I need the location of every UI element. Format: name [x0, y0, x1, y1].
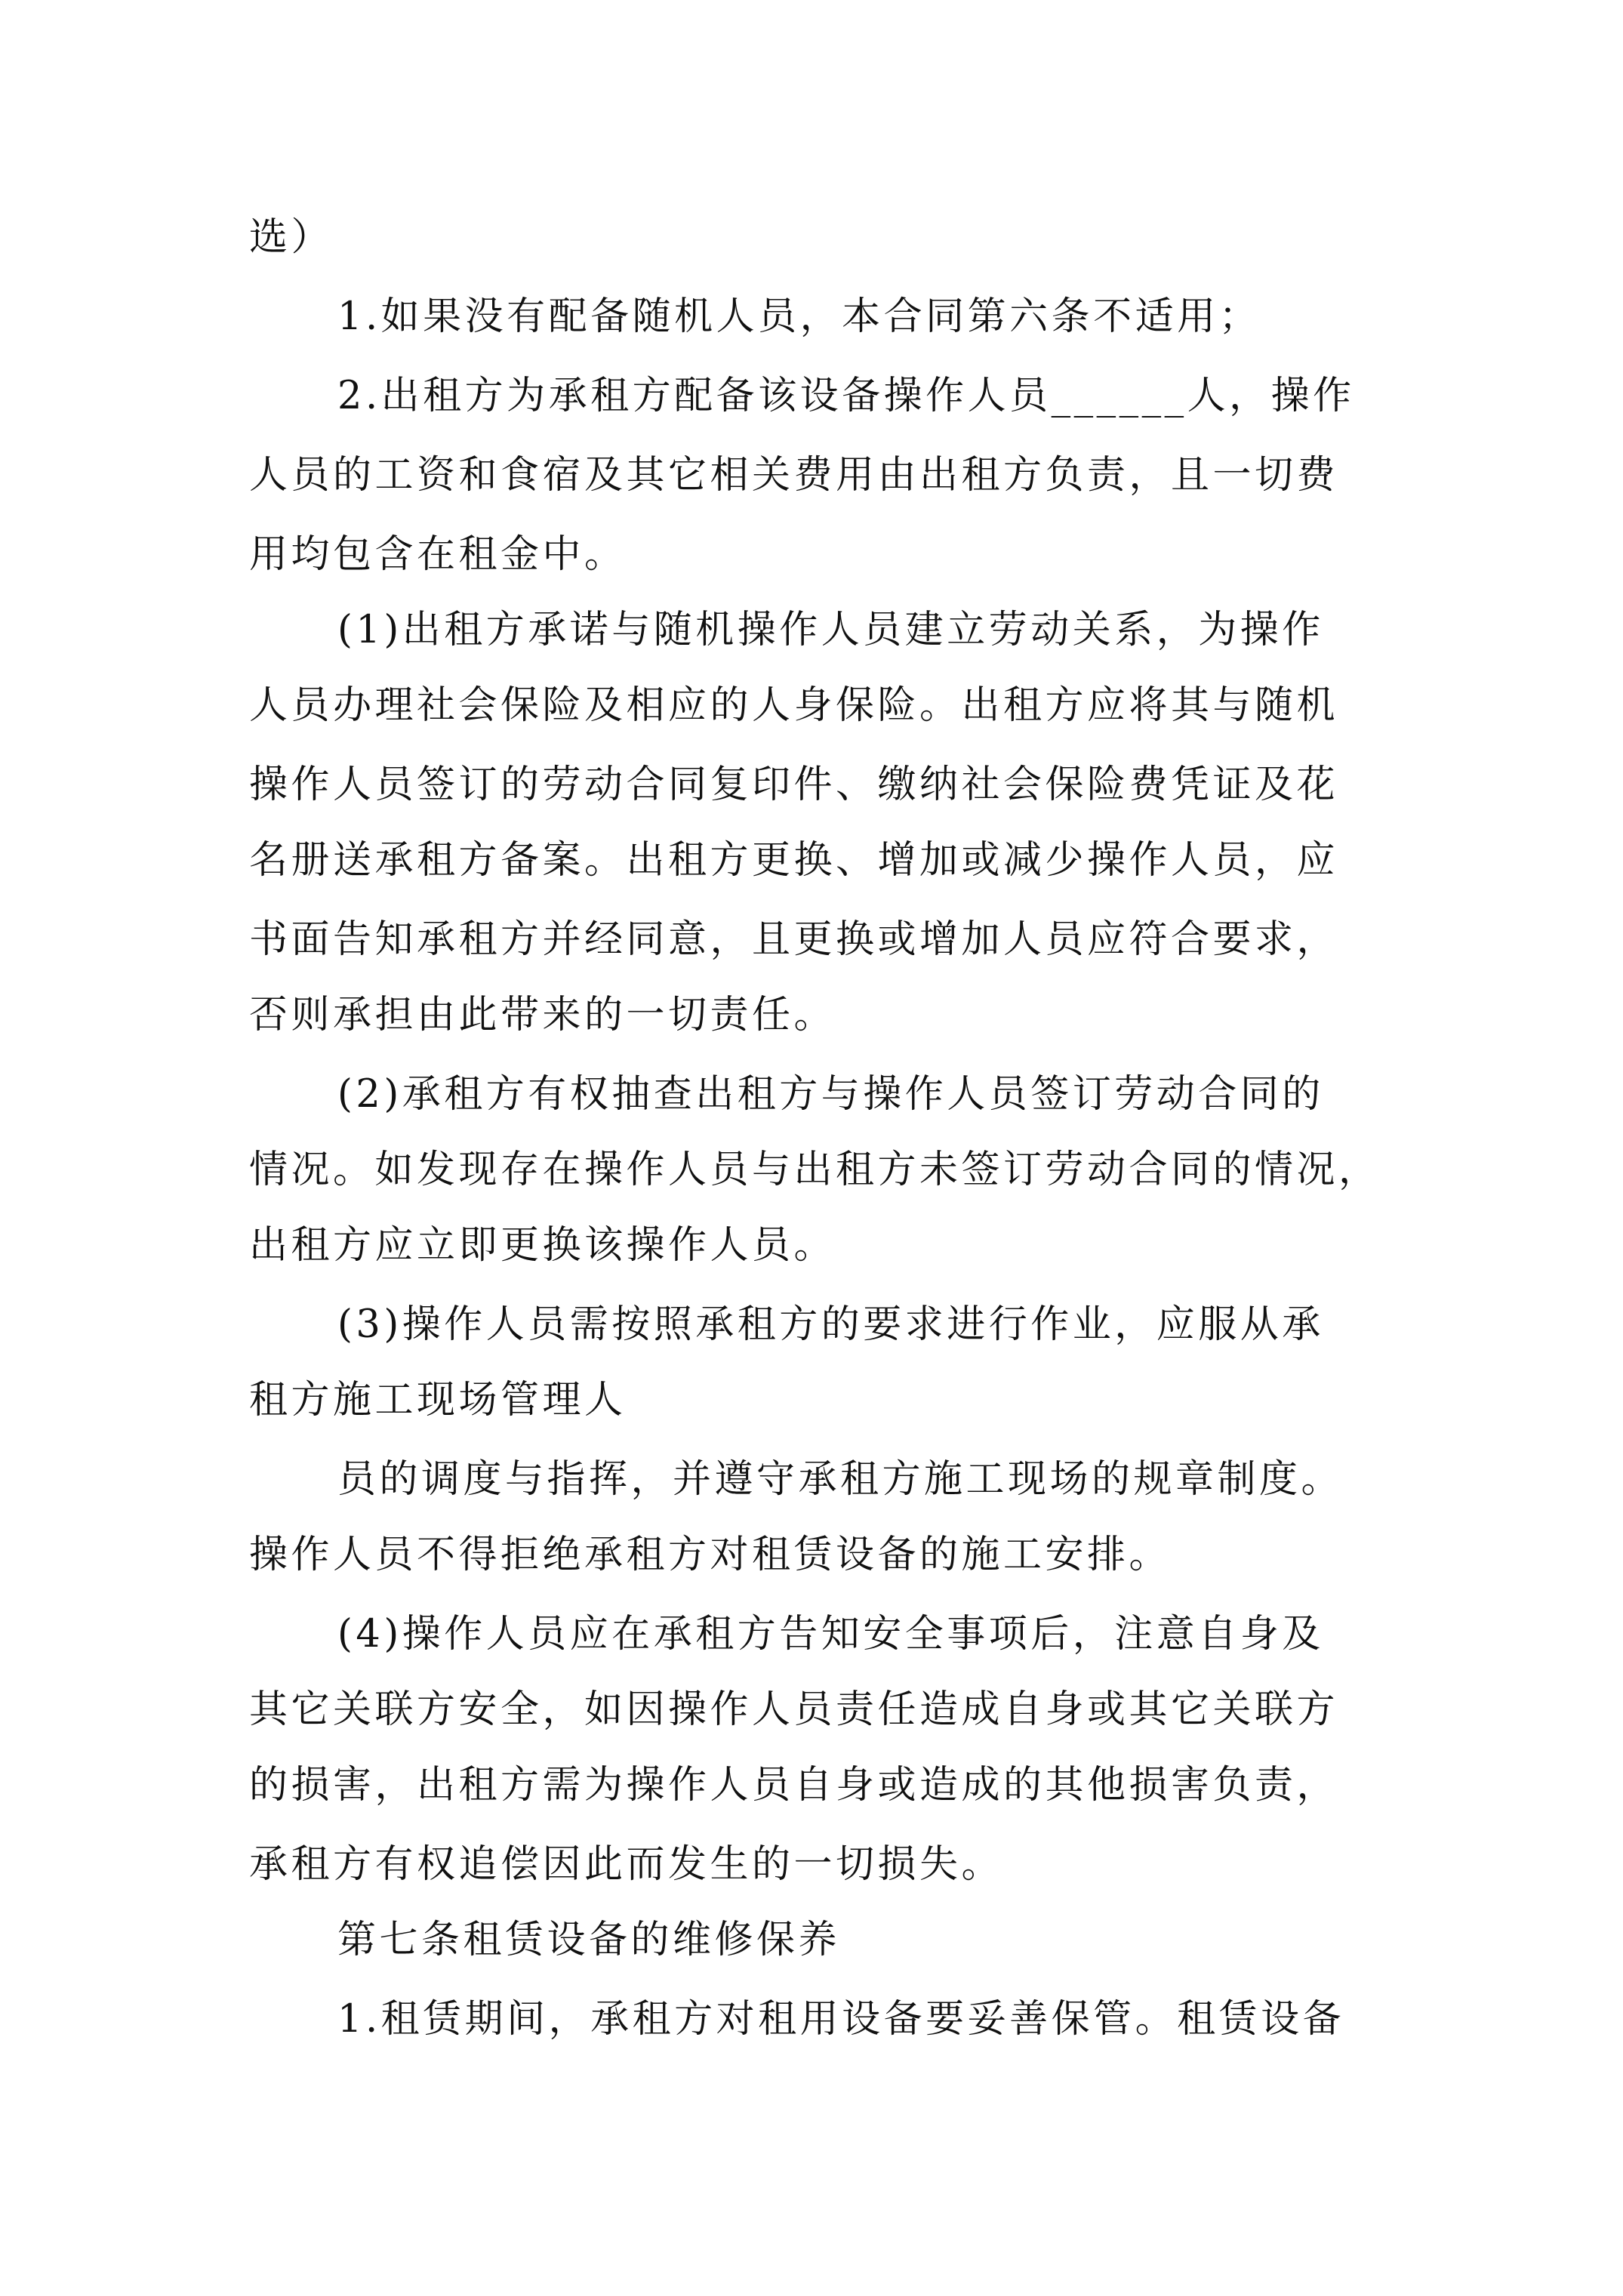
text-line: 出租方应立即更换该操作人员。 [249, 1223, 836, 1268]
text-line: 名册送承租方备案。出租方更换、增加或减少操作人员，应 [249, 838, 1339, 883]
text-line: 操作人员不得拒绝承租方对租赁设备的施工安排。 [249, 1533, 1172, 1577]
text-line: 租方施工现场管理人 [249, 1378, 627, 1422]
text-line: 情况。如发现存在操作人员与出租方未签订劳动合同的情况， [249, 1148, 1381, 1192]
text-line: 员的调度与指挥，并遵守承租方施工现场的规章制度。 [337, 1457, 1344, 1502]
text-line: 否则承担由此带来的一切责任。 [249, 993, 836, 1037]
list-item: (2)承租方有权抽查出租方与操作人员签订劳动合同的 [337, 1072, 1324, 1117]
list-item: 1.租赁期间，承租方对租用设备要妥善保管。租赁设备 [337, 1997, 1345, 2042]
text-line: 承租方有权追偿因此而发生的一切损失。 [249, 1842, 1004, 1887]
text-line: 用均包含在租金中。 [249, 532, 627, 577]
list-item: 2.出租方为承租方配备该设备操作人员______人，操作 [337, 374, 1355, 418]
text-line: 人员办理社会保险及相应的人身保险。出租方应将其与随机 [249, 683, 1339, 728]
list-item: (1)出租方承诺与随机操作人员建立劳动关系，为操作 [337, 608, 1324, 652]
text-line: 选） [249, 215, 334, 260]
text-line: 其它关联方安全，如因操作人员责任造成自身或其它关联方 [249, 1687, 1339, 1732]
text-line: 人员的工资和食宿及其它相关费用由出租方负责，且一切费 [249, 453, 1339, 498]
text-line: 操作人员签订的劳动合同复印件、缴纳社会保险费凭证及花 [249, 763, 1339, 807]
list-item: (4)操作人员应在承租方告知安全事项后，注意自身及 [337, 1612, 1324, 1657]
section-heading: 第七条租赁设备的维修保养 [337, 1918, 841, 1962]
list-item: 1.如果没有配备随机人员，本合同第六条不适用； [337, 294, 1261, 339]
list-item: (3)操作人员需按照承租方的要求进行作业，应服从承 [337, 1302, 1324, 1347]
text-line: 的损害，出租方需为操作人员自身或造成的其他损害负责， [249, 1763, 1339, 1808]
text-line: 书面告知承租方并经同意，且更换或增加人员应符合要求， [249, 917, 1339, 962]
